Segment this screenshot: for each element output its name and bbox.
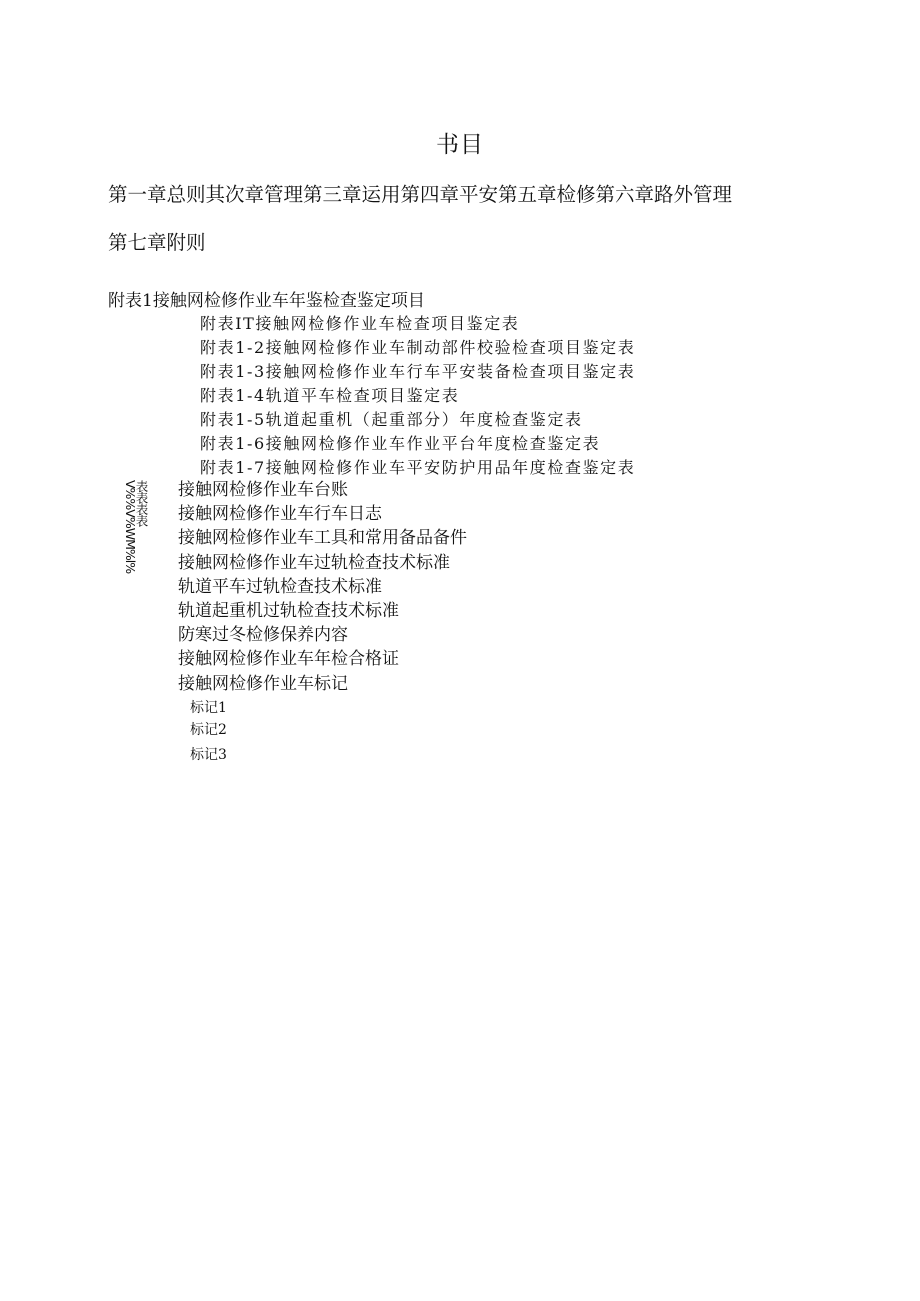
garbled-side-labels [123, 480, 147, 690]
appendix-sub-item: 附表1-6接触网检修作业车作业平台年度检查鉴定表 [200, 434, 601, 453]
mark-item: 标记3 [190, 747, 227, 763]
chapter-line-1: 第一章总则其次章管理第三章运用第四章平安第五章检修第六章路外管理 [108, 183, 733, 206]
appendix-main-list [178, 478, 467, 696]
appendix-sub-item: 附表1-7接触网检修作业车平安防护用品年度检查鉴定表 [200, 458, 636, 477]
appendix-item: 接触网检修作业车年检合格证 [178, 649, 399, 670]
appendix-item: 接触网检修作业车过轨检查技术标准 [178, 552, 450, 573]
appendix-item: 轨道起重机过轨检查技术标准 [178, 600, 399, 621]
mark-item: 标记1 [190, 700, 227, 716]
appendix-sub-item: 附表1-3接触网检修作业车行车平安装备检查项目鉴定表 [200, 362, 636, 381]
chapter-list [108, 171, 868, 267]
appendix-item: 接触网检修作业车台账 [178, 480, 348, 500]
appendix-sub-list [200, 312, 635, 480]
mark-item: 标记2 [190, 722, 227, 738]
appendix-sub-item: 附表1-4轨道平车检查项目鉴定表 [200, 386, 460, 405]
appendix-sub-item: 附表IT接触网检修作业车检查项目鉴定表 [200, 314, 520, 333]
appendix-item: 接触网检修作业车行车日志 [178, 504, 382, 525]
appendix-table-1-heading: 附表1接触网检修作业车年鉴检查鉴定项目 [108, 291, 425, 311]
page-title: 书目 [436, 132, 484, 158]
chapter-line-2: 第七章附则 [108, 231, 206, 254]
appendix-item: 轨道平车过轨检查技术标准 [178, 576, 382, 597]
appendix-sub-item: 附表1-5轨道起重机（起重部分）年度检查鉴定表 [200, 410, 583, 429]
mark-list [190, 697, 227, 766]
garbled-label: V%%V%WM%l% [123, 480, 138, 574]
appendix-item: 接触网检修作业车标记 [178, 673, 348, 694]
garbled-label: 表表表表 [134, 480, 149, 526]
appendix-item: 防寒过冬检修保养内容 [178, 625, 348, 646]
appendix-sub-item: 附表1-2接触网检修作业车制动部件校验检查项目鉴定表 [200, 338, 636, 357]
appendix-item: 接触网检修作业车工具和常用备品备件 [178, 528, 467, 549]
